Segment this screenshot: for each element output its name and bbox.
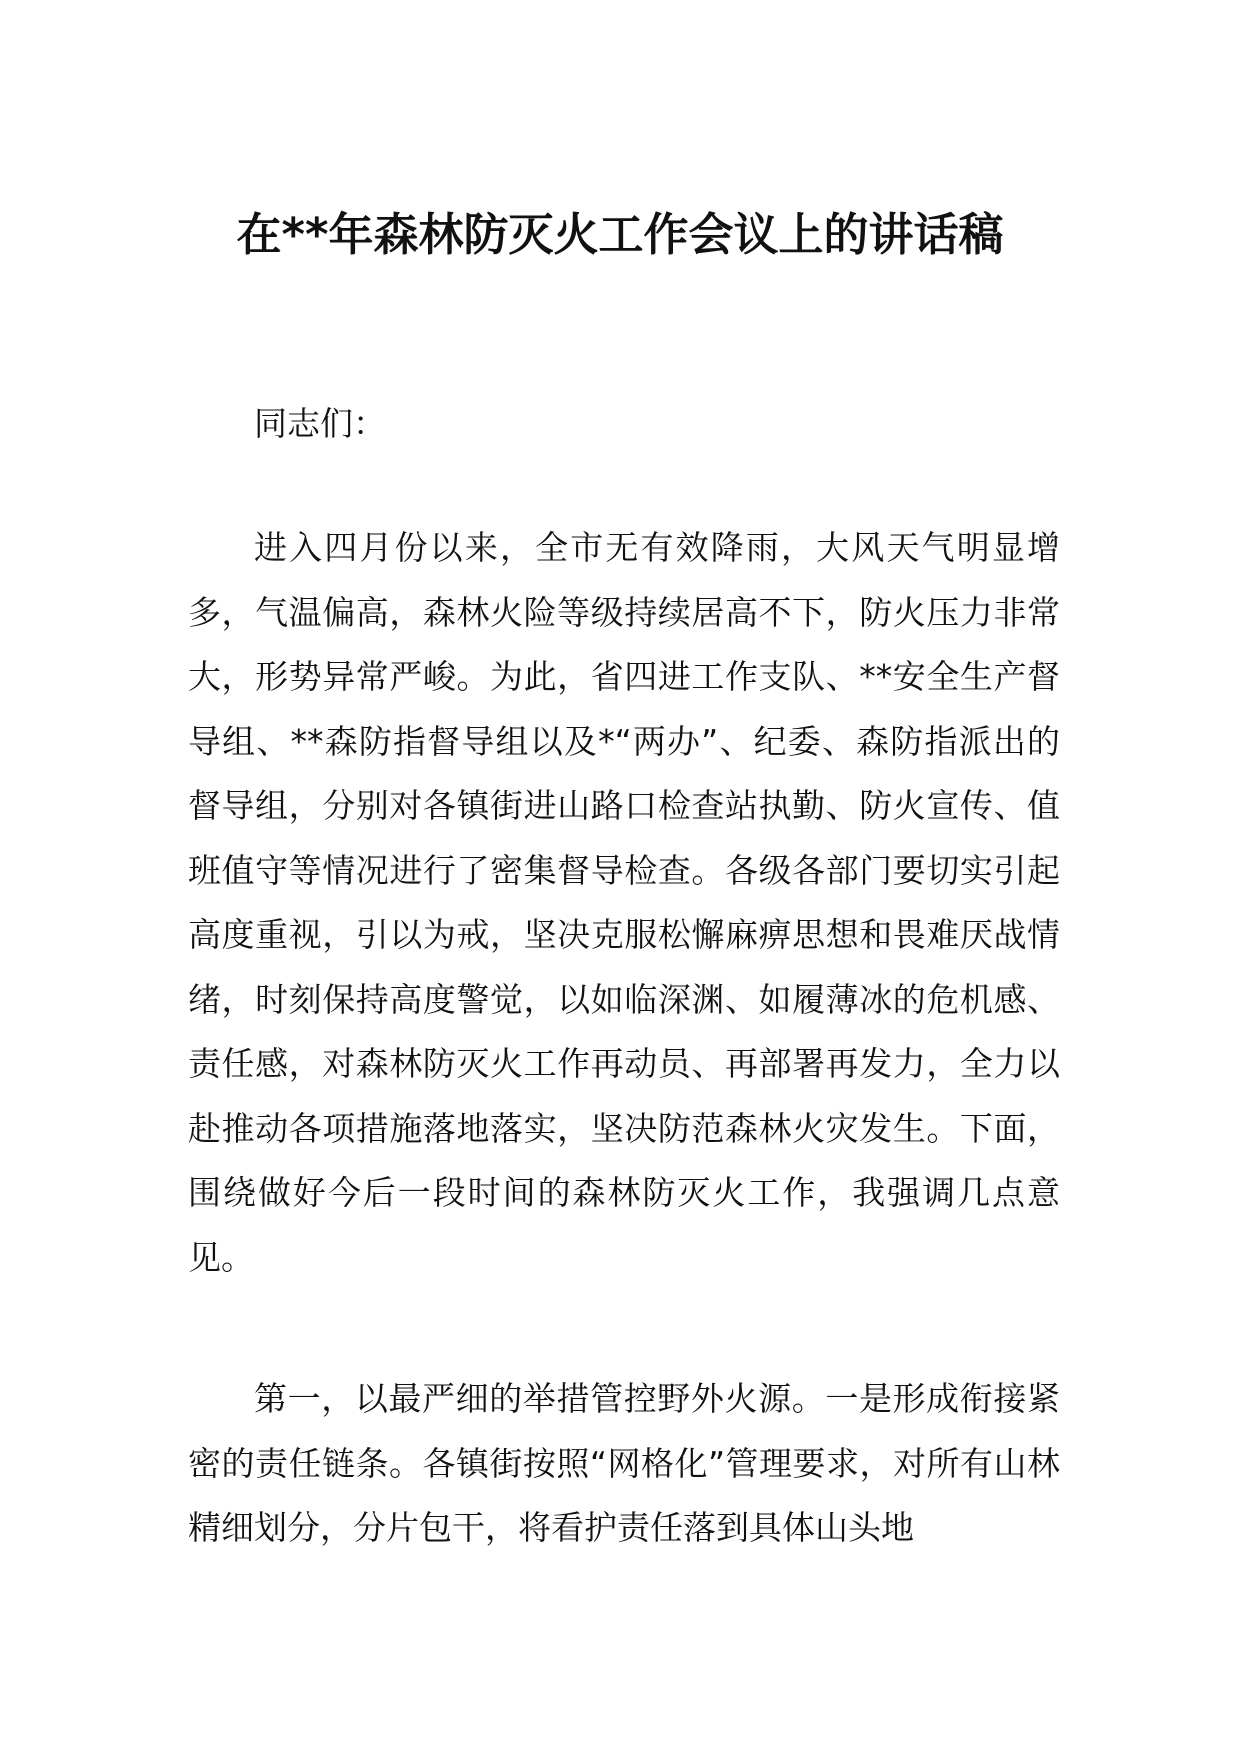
salutation: 同志们： — [254, 404, 386, 443]
paragraph-2: 第一，以最严细的举措管控野外火源。一是形成衔接紧密的责任链条。各镇街按照“网格化”管理要求，对所有山林精细划分，分片包干，将看护责任落到具体山头地 — [188, 1379, 1060, 1547]
paragraph-1: 进入四月份以来，全市无有效降雨，大风天气明显增多，气温偏高，森林火险等级持续居高不下，防火压力非常大，形势异常严峻。为此，省四进工作支队、**安全生产督导组、**森防指督导组以及*“两办”、纪委、森防指派出的督导组，分别对各镇街进山路口检查站执勤、防火宣传、值班值守等情况进行了密集督导检查。各级各部门要切实引起高度重视，引以为戒，坚决克服松懈麻痹思想和畏难厌战情绪，时刻保持高度警觉，以如临深渊、如履薄冰的危机感、责任感，对森林防灭火工作再动员、再部署再发力，全力以赴推动各项措施落地落实，坚决防范森林火灾发生。下面，围绕做好今后一段时间的森林防灭火工作，我强调几点意见。 — [188, 528, 1060, 1277]
document-title: 在**年森林防灭火工作会议上的讲话稿 — [236, 208, 1004, 261]
